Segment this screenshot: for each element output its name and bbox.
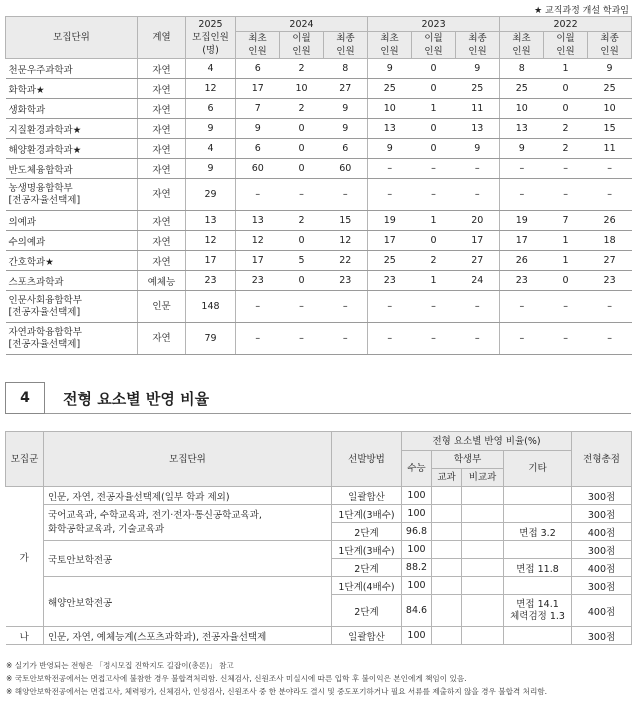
unit-general-na: 인문, 자연, 예체능계(스포츠과학과), 전공자율선택제 [44, 627, 332, 645]
value-cell: 6 [236, 139, 280, 159]
value-cell: 15 [588, 119, 632, 139]
value-cell: 27 [324, 79, 368, 99]
category: 자연 [138, 179, 186, 211]
value-cell: 25 [456, 79, 500, 99]
value-cell: 24 [456, 271, 500, 291]
col-year-2024: 2024 [236, 17, 368, 32]
value-cell: 9 [324, 119, 368, 139]
value-cell: 19 [500, 211, 544, 231]
table-row [6, 251, 632, 271]
value-cell: – [280, 179, 324, 211]
value-cell: 6 [324, 139, 368, 159]
value-cell: 1 [412, 211, 456, 231]
value-cell: 10 [500, 99, 544, 119]
unit-name: 화학과★ [6, 79, 138, 99]
total: 300점 [572, 487, 632, 505]
value-cell: – [368, 179, 412, 211]
table-row [6, 179, 632, 211]
value-cell: – [324, 323, 368, 355]
subcol-1-2: 최종 인원 [456, 32, 500, 59]
category: 자연 [138, 119, 186, 139]
col-school-record: 학생부 [432, 451, 504, 469]
value-cell: 17 [236, 251, 280, 271]
value-cell: – [544, 323, 588, 355]
value-cell: 10 [280, 79, 324, 99]
subcol-2-0: 최초 인원 [500, 32, 544, 59]
other: 면접 14.1 체력검정 1.3 [504, 595, 572, 627]
category: 자연 [138, 251, 186, 271]
value-cell: – [456, 159, 500, 179]
group-na: 나 [6, 627, 44, 645]
value-cell: 25 [588, 79, 632, 99]
quota-2025: 12 [186, 79, 236, 99]
value-cell: 0 [544, 99, 588, 119]
value-cell: 13 [500, 119, 544, 139]
value-cell: 26 [500, 251, 544, 271]
method: 일괄합산 [332, 627, 402, 645]
value-cell: 13 [456, 119, 500, 139]
col-group: 모집군 [6, 432, 44, 487]
value-cell: 17 [456, 231, 500, 251]
col-ratio: 전형 요소별 반영 비율(%) [402, 432, 572, 451]
quota-2025: 12 [186, 231, 236, 251]
category: 자연 [138, 231, 186, 251]
table-row [6, 139, 632, 159]
value-cell: – [368, 291, 412, 323]
table-row [6, 99, 632, 119]
value-cell: 23 [324, 271, 368, 291]
value-cell: 12 [236, 231, 280, 251]
value-cell: – [588, 159, 632, 179]
value-cell: 25 [368, 79, 412, 99]
quota-2025: 79 [186, 323, 236, 355]
col-other: 기타 [504, 451, 572, 487]
value-cell: 2 [280, 99, 324, 119]
group-ga: 가 [6, 487, 44, 627]
unit-general: 인문, 자연, 전공자율선택제(일부 학과 제외) [44, 487, 332, 505]
value-cell: 0 [544, 79, 588, 99]
value-cell: 7 [544, 211, 588, 231]
col-method: 선발방법 [332, 432, 402, 487]
suneung: 100 [402, 487, 432, 505]
quota-2025: 29 [186, 179, 236, 211]
subcol-1-1: 이월 인원 [412, 32, 456, 59]
unit-education: 국어교육과, 수학교육과, 전기·전자·통신공학교육과, 화학공학교육과, 기술교육과 [44, 505, 332, 541]
category: 인문 [138, 291, 186, 323]
subcol-1-0: 최초 인원 [368, 32, 412, 59]
value-cell: 27 [588, 251, 632, 271]
value-cell: 0 [280, 231, 324, 251]
total: 400점 [572, 559, 632, 577]
value-cell: – [412, 291, 456, 323]
value-cell: – [500, 291, 544, 323]
quota-2025: 9 [186, 119, 236, 139]
value-cell: 1 [412, 99, 456, 119]
subcol-0-1: 이월 인원 [280, 32, 324, 59]
quota-2025: 9 [186, 159, 236, 179]
table-row [6, 271, 632, 291]
value-cell: – [412, 159, 456, 179]
value-cell: 2 [544, 139, 588, 159]
value-cell: 26 [588, 211, 632, 231]
category: 자연 [138, 139, 186, 159]
unit-land-security: 국토안보학전공 [44, 541, 332, 577]
value-cell: 11 [588, 139, 632, 159]
value-cell: – [368, 159, 412, 179]
value-cell: 9 [456, 139, 500, 159]
value-cell: 60 [236, 159, 280, 179]
value-cell: 13 [236, 211, 280, 231]
value-cell: – [456, 323, 500, 355]
section-title: 전형 요소별 반영 비율 [63, 390, 210, 408]
value-cell: 12 [324, 231, 368, 251]
value-cell: 9 [368, 59, 412, 79]
value-cell: 20 [456, 211, 500, 231]
unit-name: 반도체융합학과 [6, 159, 138, 179]
category: 자연 [138, 99, 186, 119]
value-cell: 9 [368, 139, 412, 159]
suneung: 100 [402, 541, 432, 559]
value-cell: 0 [412, 59, 456, 79]
total: 300점 [572, 505, 632, 523]
method: 2단계 [332, 595, 402, 627]
quota-2025: 4 [186, 139, 236, 159]
section-header [5, 382, 631, 414]
value-cell: – [544, 291, 588, 323]
value-cell: 25 [500, 79, 544, 99]
unit-name: 수의예과 [6, 231, 138, 251]
unit-name: 지질환경과학과★ [6, 119, 138, 139]
value-cell: 2 [544, 119, 588, 139]
total: 300점 [572, 627, 632, 645]
unit-name: 농생명융합학부 [전공자율선택제] [6, 179, 138, 211]
value-cell: 0 [280, 119, 324, 139]
value-cell: 10 [588, 99, 632, 119]
value-cell: – [588, 323, 632, 355]
value-cell: – [456, 291, 500, 323]
col-year-2023: 2023 [368, 17, 500, 32]
curriculum-note: ★ 교직과정 개설 학과임 [534, 6, 629, 16]
value-cell: 9 [236, 119, 280, 139]
value-cell: 0 [412, 139, 456, 159]
table-row [6, 211, 632, 231]
total: 300점 [572, 577, 632, 595]
value-cell: 15 [324, 211, 368, 231]
table-row [6, 59, 632, 79]
value-cell: 0 [544, 271, 588, 291]
unit-maritime-security: 해양안보학전공 [44, 577, 332, 627]
table-row [6, 231, 632, 251]
suneung: 100 [402, 577, 432, 595]
method: 1단계(3배수) [332, 541, 402, 559]
category: 자연 [138, 323, 186, 355]
value-cell: 23 [368, 271, 412, 291]
value-cell: – [500, 159, 544, 179]
unit-name: 의예과 [6, 211, 138, 231]
category: 자연 [138, 211, 186, 231]
value-cell: 13 [368, 119, 412, 139]
value-cell: 8 [500, 59, 544, 79]
value-cell: – [236, 323, 280, 355]
table-row [6, 79, 632, 99]
value-cell: 27 [456, 251, 500, 271]
category: 자연 [138, 59, 186, 79]
value-cell: – [500, 323, 544, 355]
quota-2025: 4 [186, 59, 236, 79]
suneung: 88.2 [402, 559, 432, 577]
subcol-0-0: 최초 인원 [236, 32, 280, 59]
method: 2단계 [332, 523, 402, 541]
col-quota-2025: 2025 모집인원 (명) [186, 17, 236, 59]
value-cell: 18 [588, 231, 632, 251]
total: 400점 [572, 523, 632, 541]
subcol-2-2: 최종 인원 [588, 32, 632, 59]
suneung: 84.6 [402, 595, 432, 627]
value-cell: 8 [324, 59, 368, 79]
value-cell: 6 [236, 59, 280, 79]
unit-name: 해양환경과학과★ [6, 139, 138, 159]
col-subject: 교과 [432, 469, 462, 487]
section-number: 4 [5, 382, 45, 414]
other: 면접 11.8 [504, 559, 572, 577]
col-year-2022: 2022 [500, 17, 632, 32]
value-cell: 2 [280, 211, 324, 231]
method: 2단계 [332, 559, 402, 577]
footnote-3: ※ 해양안보학전공에서는 면접고사, 체력평가, 신체검사, 인성검사, 신원조사 중 한 분야라도 결시 및 중도포기하거나 필요 서류를 제출하지 않을 경우 불합격 처리함. [6, 687, 548, 696]
value-cell: – [500, 179, 544, 211]
value-cell: 0 [280, 159, 324, 179]
value-cell: – [368, 323, 412, 355]
method: 일괄합산 [332, 487, 402, 505]
method: 1단계(4배수) [332, 577, 402, 595]
value-cell: – [236, 291, 280, 323]
value-cell: – [324, 179, 368, 211]
value-cell: 22 [324, 251, 368, 271]
quota-2025: 148 [186, 291, 236, 323]
value-cell: 10 [368, 99, 412, 119]
value-cell: – [324, 291, 368, 323]
value-cell: – [236, 179, 280, 211]
value-cell: 5 [280, 251, 324, 271]
subcol-2-1: 이월 인원 [544, 32, 588, 59]
value-cell: 9 [500, 139, 544, 159]
value-cell: 17 [368, 231, 412, 251]
category: 자연 [138, 79, 186, 99]
quota-2025: 17 [186, 251, 236, 271]
value-cell: – [280, 291, 324, 323]
value-cell: 0 [412, 119, 456, 139]
col-total: 전형총점 [572, 432, 632, 487]
value-cell: 11 [456, 99, 500, 119]
unit-name: 천문우주과학과 [6, 59, 138, 79]
value-cell: 25 [368, 251, 412, 271]
admission-history-table [5, 16, 632, 355]
table-row [6, 323, 632, 355]
value-cell: 0 [280, 139, 324, 159]
unit-name: 생화학과 [6, 99, 138, 119]
value-cell: 23 [500, 271, 544, 291]
value-cell: 1 [412, 271, 456, 291]
table-row [6, 291, 632, 323]
value-cell: 0 [280, 271, 324, 291]
col-suneung: 수능 [402, 451, 432, 487]
value-cell: 7 [236, 99, 280, 119]
value-cell: 1 [544, 251, 588, 271]
footnote-2: ※ 국토안보학전공에서는 면접고사에 불참한 경우 불합격처리함. 신체검사, 신원조사 미실시에 따른 입학 후 불이익은 본인에게 책임이 있음. [6, 674, 467, 683]
value-cell: 2 [280, 59, 324, 79]
table-row [6, 119, 632, 139]
value-cell: 9 [456, 59, 500, 79]
unit-name: 스포츠과학과 [6, 271, 138, 291]
value-cell: – [544, 179, 588, 211]
total: 400점 [572, 595, 632, 627]
value-cell: 0 [412, 79, 456, 99]
value-cell: 60 [324, 159, 368, 179]
suneung: 96.8 [402, 523, 432, 541]
value-cell: 1 [544, 59, 588, 79]
value-cell: 0 [412, 231, 456, 251]
value-cell: – [588, 179, 632, 211]
total: 300점 [572, 541, 632, 559]
value-cell: 2 [412, 251, 456, 271]
other: 면접 3.2 [504, 523, 572, 541]
col-unit: 모집단위 [6, 17, 138, 59]
table-row [6, 159, 632, 179]
footnote-1: ※ 실기가 반영되는 전형은 「정시모집 진학지도 길잡이(총론)」 참고 [6, 661, 234, 670]
col-category: 계열 [138, 17, 186, 59]
col-nonsubject: 비교과 [462, 469, 504, 487]
category: 예체능 [138, 271, 186, 291]
subcol-0-2: 최종 인원 [324, 32, 368, 59]
value-cell: 17 [500, 231, 544, 251]
value-cell: – [456, 179, 500, 211]
section-divider [45, 413, 631, 414]
ratio-table [5, 431, 632, 645]
method: 1단계(3배수) [332, 505, 402, 523]
value-cell: 19 [368, 211, 412, 231]
value-cell: – [412, 323, 456, 355]
unit-name: 자연과학융합학부 [전공자율선택제] [6, 323, 138, 355]
unit-name: 간호학과★ [6, 251, 138, 271]
value-cell: 9 [588, 59, 632, 79]
value-cell: 23 [588, 271, 632, 291]
value-cell: 9 [324, 99, 368, 119]
category: 자연 [138, 159, 186, 179]
value-cell: – [588, 291, 632, 323]
value-cell: 23 [236, 271, 280, 291]
value-cell: 17 [236, 79, 280, 99]
value-cell: – [544, 159, 588, 179]
unit-name: 인문사회융합학부 [전공자율선택제] [6, 291, 138, 323]
suneung: 100 [402, 505, 432, 523]
value-cell: – [412, 179, 456, 211]
col-unit: 모집단위 [44, 432, 332, 487]
quota-2025: 23 [186, 271, 236, 291]
quota-2025: 13 [186, 211, 236, 231]
quota-2025: 6 [186, 99, 236, 119]
value-cell: 1 [544, 231, 588, 251]
suneung: 100 [402, 627, 432, 645]
value-cell: – [280, 323, 324, 355]
